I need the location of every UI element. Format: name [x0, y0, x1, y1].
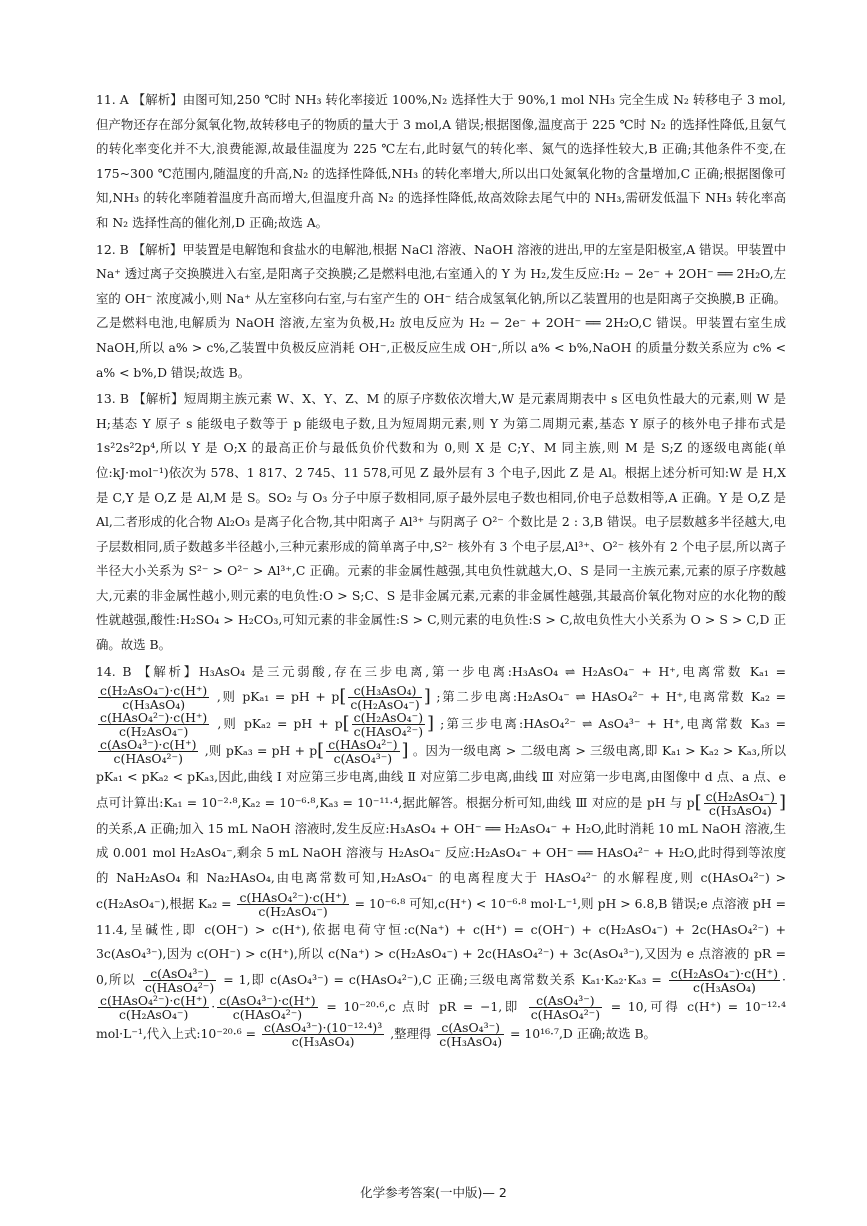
fraction: [98, 994, 209, 1021]
text-seg: = 10⁻²⁰·⁶,c 点时 pR = −1,即: [326, 998, 521, 1014]
answer-12-text: 12. B 【解析】甲装置是电解饱和食盐水的电解池,根据 NaCl 溶液、NaOH 溶液的进出,甲的左室是阳极室,A 错误。甲装置中 Na⁺ 透过离子交换膜进入右室,是阳离子交换膜;乙是燃料电池,右室通入的 Y 为 H₂,发生反应:H₂ − 2e⁻ + 2OH⁻ ══ 2H₂O,左室的 OH⁻ 浓度减小,则 Na⁺ 从左室移向右室,与右室产生的 OH⁻ 结合成氢氧化钠,所以乙装置用的也是阳离子交换膜,B 正确。乙是燃料电池,电解质为 NaOH 溶液,左室为负极,H₂ 放电反应为 H₂ − 2e⁻ + 2OH⁻ ══ 2H₂O,C 错误。甲装置右室生成 NaOH,所以 a% > c%,乙装置中负极反应消耗 OH⁻,正极反应生成 OH⁻,所以 a% < b%,NaOH 的质量分数关系应为 c% < a% < b%,D 错误;故选 B。: [96, 241, 786, 380]
fraction: [326, 738, 399, 765]
fraction: [143, 967, 216, 994]
text-seg: 。因为一级电离 > 二级电离 > 三级电离,即 Kₐ₁ > Kₐ₂ > Kₐ₃,所以 pKₐ₁ < pKₐ₂ < pKₐ₃,因此,曲线 Ⅰ 对应第三步电离,曲线 Ⅱ 对应第二步电离,曲线 Ⅲ 对应第一步电离,由图像中 d 点、a 点、e 点可计算出:Kₐ₁ = 10⁻²·⁸,Kₐ₂ = 10⁻⁶·⁸,Kₐ₃ = 10⁻¹¹·⁴,据此解答。根据分析可知,曲线 Ⅲ 对应的是 pH 与 p: [96, 743, 786, 810]
page-footer: [0, 1183, 867, 1201]
footer-text: 化学参考答案(一中版)— 2: [360, 1185, 507, 1200]
fraction-num: c(H₂AsO₄⁻)·c(H⁺): [100, 683, 208, 699]
fraction: [348, 684, 421, 711]
fraction-num: c(HAsO₄²⁻)·c(H⁺): [100, 710, 208, 726]
fraction-den: c(H₃AsO₄): [708, 802, 772, 818]
fraction: [98, 711, 209, 738]
fraction: [529, 994, 602, 1021]
fraction-num: c(HAsO₄²⁻)·c(H⁺): [100, 992, 208, 1008]
text-seg: = 10,可得 c(H⁺) = 10⁻¹²·⁴ mol·L⁻¹,代入上式:10⁻²⁰·⁶ =: [96, 998, 786, 1041]
fraction-den: c(H₂AsO₄⁻): [350, 697, 420, 713]
fraction-den: c(HAsO₄²⁻): [144, 979, 215, 995]
text-seg: ,则 pKₐ₃ = pH + p: [204, 743, 318, 759]
fraction: [98, 738, 198, 765]
text-seg: 的关系,A 正确;加入 15 mL NaOH 溶液时,发生反应:H₃AsO₄ + OH⁻ ══ H₂AsO₄⁻ + H₂O,此时消耗 10 mL NaOH 溶液,生成 0.001 mol H₂AsO₄⁻,剩余 5 mL NaOH 溶液与 H₂AsO₄⁻ 反应:H₂AsO₄⁻ + OH⁻ ══ HAsO₄²⁻ + H₂O,此时得到等浓度的 NaH₂AsO₄ 和 Na₂HAsO₄,由电离常数可知,H₂AsO₄⁻ 的电离程度大于 HAsO₄²⁻ 的水解程度,则 c(HAsO₄²⁻) > c(H₂AsO₄⁻),根据 Kₐ₂ =: [96, 820, 786, 911]
fraction-num: c(H₂AsO₄⁻)·c(H⁺): [670, 965, 779, 981]
fraction-num: c(AsO₄³⁻)·(10⁻¹²·⁴)³: [263, 1019, 383, 1035]
fraction-num: c(AsO₄³⁻): [143, 967, 216, 981]
fraction-num: c(AsO₄³⁻)·c(H⁺): [100, 737, 197, 753]
text-seg: ,整理得: [390, 1025, 432, 1041]
answer-page: [96, 88, 786, 1050]
text-seg: = 10⁻⁶·⁸ 可知,c(H⁺) < 10⁻⁶·⁸ mol·L⁻¹,则 pH > 6.8,B 错误;e 点溶液 pH = 11.4,呈碱性,即 c(OH⁻) > c(H⁺),依据电荷守恒:c(Na⁺) + c(H⁺) = c(OH⁻) + c(H₂AsO₄⁻) + 2c(HAsO₄²⁻) + 3c(AsO₄³⁻),因为 c(OH⁻) > c(H⁺),所以 c(Na⁺) > c(H₂AsO₄⁻) + 2c(HAsO₄²⁻) + 3c(AsO₄³⁻),又因为 e 点溶液的 pR = 0,所以: [96, 895, 786, 987]
text-seg: 14. B 【解析】H₃AsO₄ 是三元弱酸,存在三步电离,第一步电离:H₃AsO₄ ⇌ H₂AsO₄⁻ + H⁺,电离常数 Kₐ₁ =: [96, 663, 786, 679]
fraction-num: c(AsO₄³⁻)·c(H⁺): [219, 992, 316, 1008]
answer-12: [96, 238, 786, 386]
fraction-den: c(H₂AsO₄⁻): [118, 724, 189, 740]
fraction-den: c(HAsO₄²⁻): [113, 751, 183, 767]
answer-14: [96, 660, 786, 1048]
text-seg: ;第三步电离:HAsO₄²⁻ ⇌ AsO₄³⁻ + H⁺,电离常数 Kₐ₃ =: [440, 716, 786, 732]
fraction-den: c(HAsO₄²⁻): [232, 1006, 303, 1022]
answer-14-text: 14. B 【解析】H₃AsO₄ 是三元弱酸,存在三步电离,第一步电离:H₃AsO₄ ⇌ H₂AsO₄⁻ + H⁺,电离常数 Kₐ₁ = $\frac{\text{c(H₂AsO₄⁻)·c(H⁺)}}{\text{c(H₃AsO₄)}}$ ,则 pKₐ₁ = pH + p[ $\frac{\text{c(H₃AsO₄)}}{\text{c(H₂AsO₄⁻)}}$ ] ;第二步电离:H₂AsO₄⁻ ⇌ HAsO₄²⁻ + H⁺,电离常数 Kₐ₂ = $\frac{\text{c(HAsO₄²⁻)·c(H⁺)}}{\text{c(H₂AsO₄⁻)}}$ ,则 pKₐ₂ = pH + p[ $\frac{\text{c(H₂AsO₄⁻)}}{\text{c(HAsO₄²⁻)}}$ ] ;第三步电离:HAsO₄²⁻ ⇌ AsO₄³⁻ + H⁺,电离常数 Kₐ₃ = $\frac{\text{c(AsO₄³⁻)·c(H⁺)}}{\text{c(HAsO₄²⁻)}}$ ,则 pKₐ₃ = pH + p[ $\frac{\text{c(HAsO₄²⁻)}}{\text{c(AsO₄³⁻)}}$ ] 。因为一级电离 > 二级电离 > 三级电离,即 Kₐ₁ > Kₐ₂ > Kₐ₃,所以 pKₐ₁ < pKₐ₂ < pKₐ₃,因此,曲线 Ⅰ 对应第三步电离,曲线 Ⅱ 对应第二步电离,曲线 Ⅲ 对应第一步电离,由图像中 d 点、a 点、e 点可计算出:Kₐ₁ = 10⁻²·⁸,Kₐ₂ = 10⁻⁶·⁸,Kₐ₃ = 10⁻¹¹·⁴,据此解答。根据分析可知,曲线 Ⅲ 对应的是 pH 与 p[ $\frac{\text{c(H₂AsO₄⁻)}}{\text{c(H₃AsO₄)}}$ ] 的关系,A 正确;加入 15 mL NaOH 溶液时,发生反应:H₃AsO₄ + OH⁻ ══ H₂AsO₄⁻ + H₂O,此时消耗 10 mL NaOH 溶液,生成 0.001 mol H₂AsO₄⁻,剩余 5 mL NaOH 溶液与 H₂AsO₄⁻ 反应:H₂AsO₄⁻ + OH⁻ ══ HAsO₄²⁻ + H₂O,此时得到等浓度的 NaH₂AsO₄ 和 Na₂HAsO₄,由电离常数可知,H₂AsO₄⁻ 的电离程度大于 HAsO₄²⁻ 的水解程度,则 c(HAsO₄²⁻) > c(H₂AsO₄⁻),根据 Kₐ₂ = $\frac{\text{c(HAsO₄²⁻)·c(H⁺)}}{\text{c(H₂AsO₄⁻)}}$ = 10⁻⁶·⁸ 可知,c(H⁺) < 10⁻⁶·⁸ mol·L⁻¹,则 pH > 6.8,B 错误;e 点溶液 pH = 11.4,呈碱性,即 c(OH⁻) > c(H⁺),依据电荷守恒:c(Na⁺) + c(H⁺) = c(OH⁻) + c(H₂AsO₄⁻) + 2c(HAsO₄²⁻) + 3c(AsO₄³⁻),因为 c(OH⁻) > c(H⁺),所以 c(Na⁺) > c(H₂AsO₄⁻) + 2c(HAsO₄²⁻) + 3c(AsO₄³⁻),又因为 e 点溶液的 pR = 0,所以 $\frac{\text{c(AsO₄³⁻)}}{\text{c(HAsO₄²⁻)}}$ = 1,即 c(AsO₄³⁻) = c(HAsO₄²⁻),C 正确;三级电离常数关系 Kₐ₁·Kₐ₂·Kₐ₃ = $\frac{\text{c(H₂AsO₄⁻)·c(H⁺)}}{\text{c(H₃AsO₄)}}$ · $\frac{\text{c(HAsO₄²⁻)·c(H⁺)}}{\text{c(H₂AsO₄⁻)}}$ · $\frac{\text{c(AsO₄³⁻)·c(H⁺)}}{\text{c(HAsO₄²⁻)}}$ = 10⁻²⁰·⁶,c 点时 pR = −1,即 $\frac{\text{c(AsO₄³⁻)}}{\text{c(HAsO₄²⁻)}}$ = 10,可得 c(H⁺) = 10⁻¹²·⁴ mol·L⁻¹,代入上式:10⁻²⁰·⁶ = $\frac{\text{c(AsO₄³⁻)·(10⁻¹²·⁴)³}}{\text{c(H₃AsO₄)}}$ ,整理得 $\frac{\text{c(AsO₄³⁻)}}{\text{c(H₃AsO₄)}}$ = 10¹⁶·⁷,D 正确;故选 B。: [96, 663, 786, 1049]
answer-13-text: 13. B 【解析】短周期主族元素 W、X、Y、Z、M 的原子序数依次增大,W 是元素周期表中 s 区电负性最大的元素,则 W 是 H;基态 Y 原子 s 能级电子数等于 p 能级电子数,且为短周期元素,则 Y 为第二周期元素,基态 Y 原子的核外电子排布式是 1s²2s²2p⁴,所以 Y 是 O;X 的最高正价与最低负价代数和为 0,则 X 是 C;Y、M 同主族,则 M 是 S;Z 的逐级电离能(单位:kJ·mol⁻¹)依次为 578、1 817、2 745、11 578,可见 Z 最外层有 3 个电子,因此 Z 是 Al。根据上述分析可知:W 是 H,X 是 C,Y 是 O,Z 是 Al,M 是 S。SO₂ 与 O₃ 分子中原子数相同,原子最外层电子数也相同,价电子总数相等,A 正确。Y 是 O,Z 是 Al,二者形成的化合物 Al₂O₃ 是离子化合物,其中阳离子 Al³⁺ 与阴离子 O²⁻ 个数比是 2 : 3,B 错误。电子层数越多半径越大,电子层数相同,质子数越多半径越小,三种元素形成的简单离子中,S²⁻ 核外有 3 个电子层,Al³⁺、O²⁻ 核外有 2 个电子层,所以离子半径大小关系为 S²⁻ > O²⁻ > Al³⁺,C 正确。元素的非金属性越强,其电负性就越大,O、S 是同一主族元素,元素的原子序数越大,元素的非金属性越小,则元素的电负性:O > S;C、S 是非金属元素,元素的非金属性越强,其最高价氧化物对应的水化物的酸性就越强,酸性:H₂SO₄ > H₂CO₃,可知元素的非金属性:S > C,则元素的电负性:S > C,故电负性大小关系为 O > S > C,D 正确。故选 B。: [96, 391, 786, 653]
text-seg: = 10¹⁶·⁷,D 正确;故选 B。: [510, 1025, 656, 1041]
fraction-num: c(AsO₄³⁻): [437, 1021, 504, 1035]
fraction-den: c(H₃AsO₄): [291, 1033, 355, 1049]
fraction: [262, 1021, 384, 1048]
fraction: [98, 684, 209, 711]
text-seg: ,则 pKₐ₂ = pH + p: [217, 716, 343, 732]
fraction-num: c(H₂AsO₄⁻): [705, 788, 775, 804]
fraction-num: c(H₂AsO₄⁻): [353, 710, 424, 726]
fraction-den: c(H₃AsO₄): [439, 1033, 503, 1049]
fraction: [352, 711, 425, 738]
fraction-num: c(AsO₄³⁻): [529, 994, 602, 1008]
fraction-den: c(H₂AsO₄⁻): [118, 1006, 189, 1022]
answer-11-text: 11. A 【解析】由图可知,250 ℃时 NH₃ 转化率接近 100%,N₂ 选择性大于 90%,1 mol NH₃ 完全生成 N₂ 转移电子 3 mol,但产物还存在部分氮氧化物,故转移电子的物质的量大于 3 mol,A 错误;根据图像,温度高于 225 ℃时 N₂ 的选择性降低,且氨气的转化率变化并不大,浪费能源,故最佳温度为 225 ℃左右,此时氨气的转化率、氮气的选择性较大,B 正确;其他条件不变,在 175~300 ℃范围内,随温度的升高,N₂ 的选择性降低,NH₃ 的转化率增大,所以出口处氮氧化物的含量增加,C 正确;根据图像可知,NH₃ 的转化率随着温度升高而增大,但温度升高 N₂ 的选择性降低,故高效除去尾气中的 NH₃,需研发低温下 NH₃ 转化率高和 N₂ 选择性高的催化剂,D 正确;故选 A。: [96, 92, 786, 230]
text-seg: ,则 pKₐ₁ = pH + p: [216, 689, 340, 705]
answer-11: [96, 88, 786, 236]
fraction-den: c(HAsO₄²⁻): [530, 1006, 601, 1022]
answer-13: [96, 387, 786, 658]
fraction-den: c(H₃AsO₄): [693, 979, 756, 995]
fraction-num: c(HAsO₄²⁻)·c(H⁺): [239, 889, 347, 905]
fraction: [704, 790, 777, 817]
fraction-den: c(H₃AsO₄): [122, 697, 186, 713]
fraction: [437, 1021, 504, 1048]
text-seg: ;第二步电离:H₂AsO₄⁻ ⇌ HAsO₄²⁻ + H⁺,电离常数 Kₐ₂ =: [436, 689, 786, 705]
text-seg: = 1,即 c(AsO₄³⁻) = c(HAsO₄²⁻),C 正确;三级电离常数关系 Kₐ₁·Kₐ₂·Kₐ₃ =: [223, 971, 662, 987]
fraction-num: c(HAsO₄²⁻): [328, 737, 398, 753]
fraction: [669, 967, 780, 994]
fraction-den: c(H₂AsO₄⁻): [258, 903, 328, 919]
fraction: [237, 891, 348, 918]
fraction: [217, 994, 317, 1021]
fraction-den: c(HAsO₄²⁻): [353, 724, 424, 740]
fraction-den: c(AsO₄³⁻): [333, 751, 393, 767]
fraction-num: c(H₃AsO₄): [348, 684, 421, 698]
